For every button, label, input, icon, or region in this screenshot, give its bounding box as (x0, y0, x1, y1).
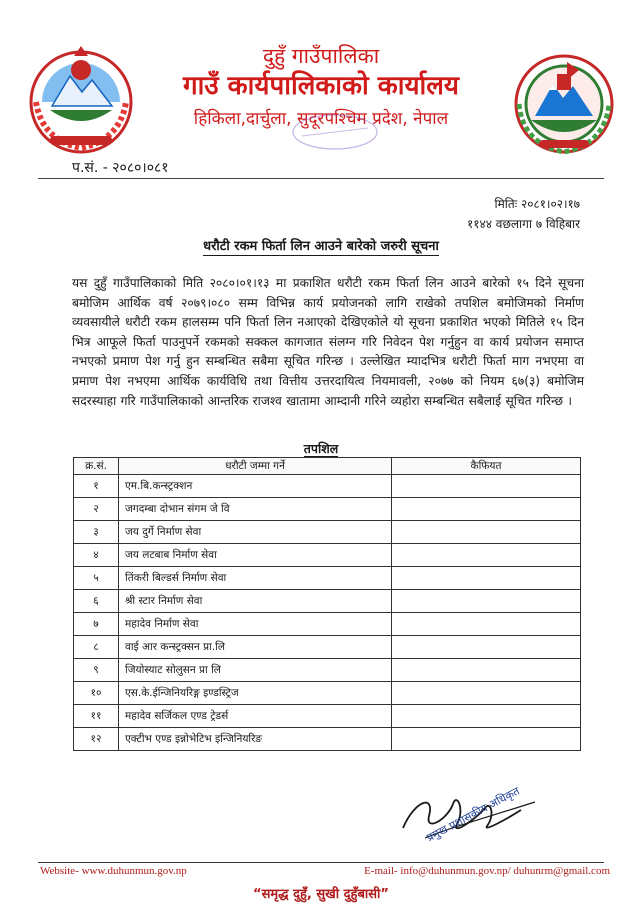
table-row (74, 728, 581, 751)
row-remarks (392, 659, 581, 682)
row-depositor-name: श्री स्टार निर्माण सेवा (119, 590, 392, 613)
row-serial-number: ४ (74, 544, 119, 567)
nepal-emblem-logo (22, 40, 140, 158)
row-depositor-name: जय दुर्गे निर्माण सेवा (119, 521, 392, 544)
row-depositor-name: एस.के.ईन्जिनियरिङ्ग इण्डस्ट्रिज (119, 682, 392, 705)
row-remarks (392, 705, 581, 728)
row-remarks (392, 498, 581, 521)
row-remarks (392, 521, 581, 544)
municipality-name: दुहुँ गाउँपालिका (262, 44, 380, 68)
officer-title: प्रमुख प्रशासकीय अधिकृत (424, 784, 522, 845)
row-serial-number: १२ (74, 728, 119, 751)
municipality-logo (505, 40, 623, 158)
table-row (74, 498, 581, 521)
office-stamp (290, 112, 380, 152)
footer-divider (38, 862, 604, 863)
row-serial-number: ३ (74, 521, 119, 544)
table-row (74, 590, 581, 613)
header-divider (38, 178, 604, 179)
row-depositor-name: जियोस्याट सोलुसन प्रा लि (119, 659, 392, 682)
row-depositor-name: एम.बि.कन्स्ट्रक्शन (119, 475, 392, 498)
table-row (74, 636, 581, 659)
row-serial-number: १० (74, 682, 119, 705)
row-depositor-name: महादेव सर्जिकल एण्ड ट्रेडर्स (119, 705, 392, 728)
footer-website[interactable]: Website- www.duhunmun.gov.np (40, 865, 187, 877)
footer-email[interactable]: E-mail- info@duhunmun.gov.np/ duhunrm@gmail.com (364, 865, 610, 877)
table-row (74, 521, 581, 544)
reference-number: प.सं. - २०८०।०८१ (72, 160, 169, 176)
column-header-depositor: धरौटी जम्मा गर्ने (119, 458, 392, 475)
row-depositor-name: महादेव निर्माण सेवा (119, 613, 392, 636)
row-serial-number: ५ (74, 567, 119, 590)
notice-subject-text: धरौटी रकम फिर्ता लिन आउने बारेको जरुरी सूचना (203, 239, 439, 254)
schedule-title (0, 440, 642, 457)
row-remarks (392, 613, 581, 636)
row-remarks (392, 636, 581, 659)
office-address: हिकिला,दार्चुला, सुदूरपश्चिम प्रदेश, नेपाल (193, 109, 449, 129)
issue-time: ११४४ वछलागा ७ विहिबार (467, 217, 580, 231)
deposit-table (73, 457, 581, 751)
row-serial-number: ९ (74, 659, 119, 682)
office-name: गाउँ कार्यपालिकाको कार्यालय (183, 71, 459, 101)
row-serial-number: ११ (74, 705, 119, 728)
row-depositor-name: तिंकरी बिल्डर्स निर्माण सेवा (119, 567, 392, 590)
table-row (74, 659, 581, 682)
notice-subject (0, 236, 642, 254)
table-row (74, 613, 581, 636)
column-header-sn: क्र.सं. (74, 458, 119, 475)
row-depositor-name: वाई आर कन्स्ट्रक्सन प्रा.लि (119, 636, 392, 659)
row-depositor-name: जगदम्बा दोभान संगम जे वि (119, 498, 392, 521)
table-row (74, 475, 581, 498)
table-row (74, 682, 581, 705)
table-row (74, 544, 581, 567)
row-depositor-name: एक्टीभ एण्ड इन्नोभेटिभ इन्जिनियरिङ (119, 728, 392, 751)
table-row (74, 705, 581, 728)
schedule-title-text: तपशिल (303, 441, 339, 456)
notice-body: यस दुहुँ गाउँपालिकाको मिति २०८०।०१।१३ मा प्रकाशित धरौटी रकम फिर्ता लिन आउने बारेको १५ दिने सूचना बमोजिम आर्थिक वर्ष २०७९।०८० सम्म विभिन्न कार्य प्रयोजनको लागि राखेको तपशिल बमोजिमको निर्माण व्यवसायीले धरौटी रकम हालसम्म पनि फिर्ता लिन नआएको देखिएकोले यो सूचना प्रकाशित भएको मितिले १५ दिन भित्र आफूले फिर्ता पाउनुपर्ने रकमको सक्कल कागजात संलग्न गरि निवेदन पेश गर्नुहुन वा कार्य प्रयोजन समाप्त नभएको प्रमाण पेश गर्नु हुन सम्बन्धित सबैमा सूचित गरिन्छ । उल्लेखित म्यादभित्र धरौटी फिर्ता माग नभएमा वा प्रमाण पेश नभएमा आर्थिक कार्यविधि तथा वित्तीय उत्तरदायित्व नियमावली, २०७७ को नियम ६७(३) बमोजिम सदरस्याहा गरि गाउँपालिकाको आन्तरिक राजश्व खातामा आम्दानी गरिने व्यहोरा सम्बन्धित सबैलाई सूचित गरिन्छ । (72, 276, 584, 408)
row-remarks (392, 567, 581, 590)
table-header-row (74, 458, 581, 475)
row-serial-number: १ (74, 475, 119, 498)
row-serial-number: ६ (74, 590, 119, 613)
row-remarks (392, 728, 581, 751)
row-serial-number: ८ (74, 636, 119, 659)
row-serial-number: ७ (74, 613, 119, 636)
row-remarks (392, 544, 581, 567)
footer-motto: “समृद्ध दुहुँ, सुखी दुहुँबासी” (253, 887, 389, 902)
row-remarks (392, 590, 581, 613)
column-header-remarks: कैफियत (392, 458, 581, 475)
row-remarks (392, 475, 581, 498)
row-serial-number: २ (74, 498, 119, 521)
issue-date: मितिः २०८१।०२।१७ (494, 197, 580, 211)
row-depositor-name: जय लटबाब निर्माण सेवा (119, 544, 392, 567)
table-row (74, 567, 581, 590)
row-remarks (392, 682, 581, 705)
